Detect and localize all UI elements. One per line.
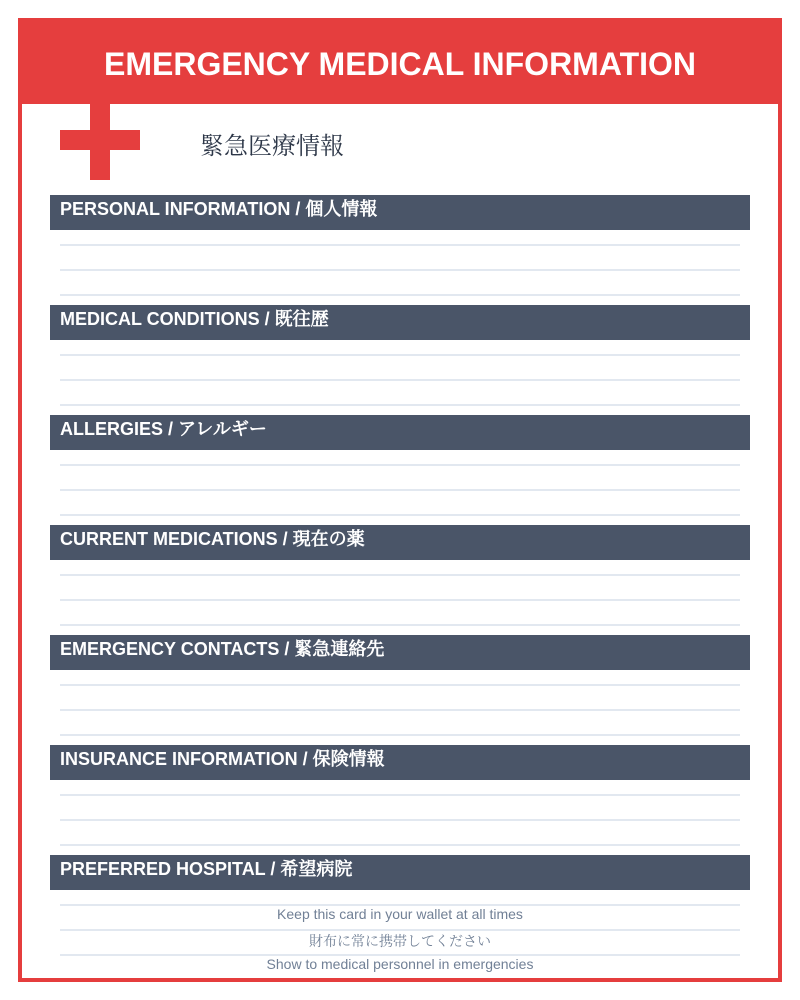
section-insurance-information [50,745,750,780]
section-medical-conditions [50,305,750,340]
section-header: EMERGENCY CONTACTS / 緊急連絡先 [50,635,750,670]
entry-line[interactable] [60,819,740,821]
section-header: PERSONAL INFORMATION / 個人情報 [50,195,750,230]
entry-line[interactable] [60,599,740,601]
entry-line[interactable] [60,794,740,796]
medical-info-card [18,18,782,982]
entry-line[interactable] [60,684,740,686]
card-header [18,18,782,104]
section-allergies [50,415,750,450]
entry-line[interactable] [60,404,740,406]
section-header: INSURANCE INFORMATION / 保険情報 [50,745,750,780]
entry-line[interactable] [60,354,740,356]
footer-note-personnel: Show to medical personnel in emergencies [266,956,534,972]
section-current-medications [50,525,750,560]
section-header: PREFERRED HOSPITAL / 希望病院 [50,855,750,890]
card-title: EMERGENCY MEDICAL INFORMATION [103,45,696,82]
entry-line[interactable] [60,379,740,381]
entry-line[interactable] [60,624,740,626]
section-emergency-contacts [50,635,750,670]
entry-line[interactable] [60,489,740,491]
section-header: MEDICAL CONDITIONS / 既往歴 [50,305,750,340]
entry-line[interactable] [60,574,740,576]
card-subtitle: 緊急医療情報 [200,132,344,160]
entry-line[interactable] [60,294,740,296]
entry-line[interactable] [60,244,740,246]
footer-note-wallet-jp: 財布に常に携帯してください [309,933,491,949]
section-header: ALLERGIES / アレルギー [50,415,750,450]
section-preferred-hospital [50,855,750,972]
section-personal-information [50,195,750,230]
footer-note-wallet: Keep this card in your wallet at all times [277,906,523,922]
entry-line[interactable] [60,844,740,846]
entry-line[interactable] [60,709,740,711]
entry-line[interactable] [60,514,740,516]
section-header: CURRENT MEDICATIONS / 現在の薬 [50,525,750,560]
entry-line[interactable] [60,734,740,736]
cross-horizontal-bar [60,130,140,150]
entry-line[interactable] [60,269,740,271]
entry-line[interactable] [60,464,740,466]
